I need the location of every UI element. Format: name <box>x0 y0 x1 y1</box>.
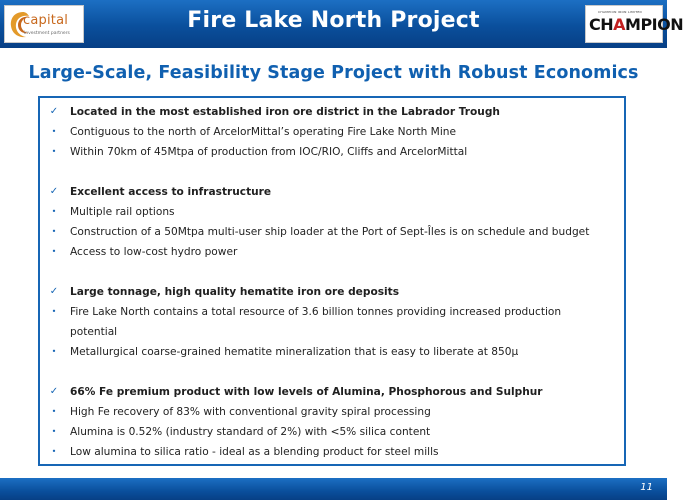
bullet-text: Access to low-cost hydro power <box>70 246 238 258</box>
bullet-text: Low alumina to silica ratio - ideal as a blending product for steel mills <box>70 446 439 458</box>
bullet-item <box>46 242 616 262</box>
bullet-text: Fire Lake North contains a total resource of 3.6 billion tonnes providing increased production <box>70 306 562 318</box>
bullet-text: Construction of a 50Mtpa multi-user ship loader at the Port of Sept-Îles is on schedule and budget <box>70 226 590 238</box>
logo-word: capital <box>23 13 69 28</box>
bullet-text: Metallurgical coarse-grained hematite mineralization that is easy to liberate at 850µ <box>70 346 519 358</box>
bullet-item <box>46 202 616 222</box>
section-heading <box>46 382 616 402</box>
section-heading <box>46 102 616 122</box>
bullet-icon: • <box>51 427 57 436</box>
bullet-text: High Fe recovery of 83% with conventional gravity spiral processing <box>70 406 431 418</box>
footer-bar <box>0 478 667 500</box>
section-heading-text: Located in the most established iron ore district in the Labrador Trough <box>70 106 500 118</box>
check-icon: ✓ <box>49 386 59 397</box>
section-heading-text: Large tonnage, high quality hematite iron ore deposits <box>70 286 400 298</box>
bullet-continuation <box>46 322 616 342</box>
bullet-item <box>46 342 616 362</box>
champion-logo-mark-a: A <box>613 15 626 34</box>
bullet-icon: • <box>51 207 57 216</box>
slide-subtitle: Large-Scale, Feasibility Stage Project with Robust Economics <box>28 63 639 83</box>
section-heading-text: Excellent access to infrastructure <box>70 186 272 198</box>
check-icon: ✓ <box>49 286 59 297</box>
section-heading-text: 66% Fe premium product with low levels of Alumina, Phosphorous and Sulphur <box>70 386 543 398</box>
section-spacer <box>46 262 616 282</box>
bullet-text: Multiple rail options <box>70 206 175 218</box>
bullet-icon: • <box>51 307 57 316</box>
bullet-item <box>46 122 616 142</box>
bullet-icon: • <box>51 247 57 256</box>
section-heading <box>46 282 616 302</box>
bullet-icon: • <box>51 347 57 356</box>
champion-logo-mark <box>589 15 683 34</box>
section-spacer <box>46 362 616 382</box>
bullet-list <box>46 102 616 462</box>
bullet-text: Within 70km of 45Mtpa of production from IOC/RIO, Cliffs and ArcelorMittal <box>70 146 468 158</box>
page-number: 11 <box>640 482 653 493</box>
bullet-text: Contiguous to the north of ArcelorMittal’s operating Fire Lake North Mine <box>70 126 456 138</box>
bullet-item <box>46 302 616 322</box>
bullet-item <box>46 402 616 422</box>
bullet-text: Alumina is 0.52% (industry standard of 2%) with <5% silica content <box>70 426 431 438</box>
champion-logo-mark-post: MPION <box>625 15 683 34</box>
bullet-icon: • <box>51 227 57 236</box>
section-heading <box>46 182 616 202</box>
bullet-icon: • <box>51 447 57 456</box>
bullet-item <box>46 442 616 462</box>
bullet-item <box>46 222 616 242</box>
champion-logo-mark-pre: CH <box>589 15 614 34</box>
content-box <box>38 96 626 466</box>
section-spacer <box>46 162 616 182</box>
bullet-icon: • <box>51 147 57 156</box>
check-icon: ✓ <box>49 106 59 117</box>
header-bar <box>0 0 683 48</box>
check-icon: ✓ <box>49 186 59 197</box>
bullet-item <box>46 422 616 442</box>
champion-logo-small-text: CHAMPION IRON LIMITED <box>598 10 643 14</box>
bullet-continuation-text: potential <box>70 326 118 338</box>
logo-tagline: investment partners <box>24 31 70 36</box>
champion-logo <box>585 5 683 43</box>
bullet-item <box>46 142 616 162</box>
slide-title: Fire Lake North Project <box>187 8 480 33</box>
bullet-icon: • <box>51 127 57 136</box>
bullet-icon: • <box>51 407 57 416</box>
